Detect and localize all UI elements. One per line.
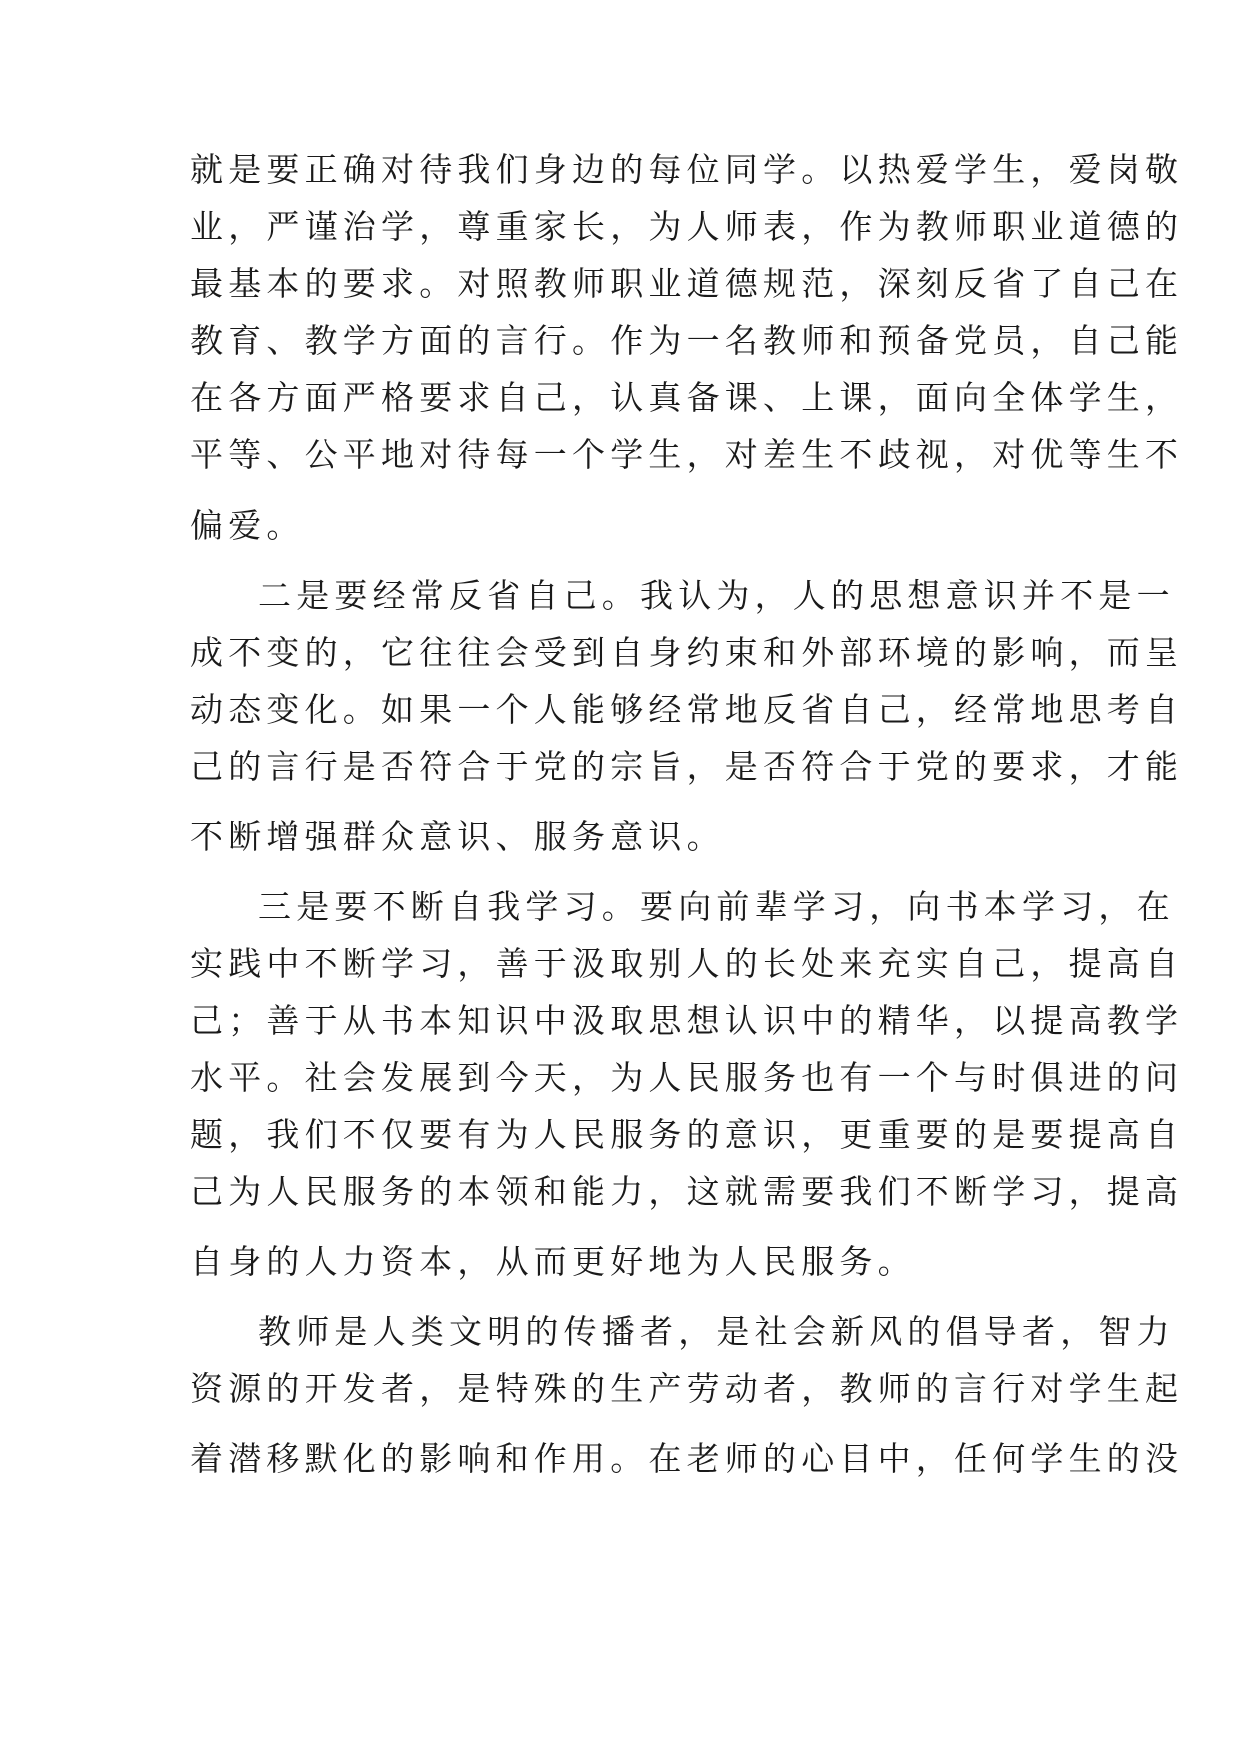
text-line-3: 最基本的要求。对照教师职业道德规范，深刻反省了自己在 <box>190 264 1184 303</box>
text-line-12: 不断增强群众意识、服务意识。 <box>190 817 725 856</box>
text-line-5: 在各方面严格要求自己，认真备课、上课，面向全体学生， <box>190 378 1184 417</box>
text-line-18: 己为人民服务的本领和能力，这就需要我们不断学习，提高 <box>190 1172 1184 1211</box>
text-line-22: 着潜移默化的影响和作用。在老师的心目中，任何学生的没 <box>190 1439 1184 1478</box>
text-line-17: 题，我们不仅要有为人民服务的意识，更重要的是要提高自 <box>190 1115 1184 1154</box>
text-line-1: 就是要正确对待我们身边的每位同学。以热爱学生，爱岗敬 <box>190 150 1184 189</box>
text-line-2: 业，严谨治学，尊重家长，为人师表，作为教师职业道德的 <box>190 207 1184 246</box>
text-line-21: 资源的开发者，是特殊的生产劳动者，教师的言行对学生起 <box>190 1369 1184 1408</box>
text-line-13: 三是要不断自我学习。要向前辈学习，向书本学习，在 <box>258 887 1175 926</box>
text-line-14: 实践中不断学习，善于汲取别人的长处来充实自己，提高自 <box>190 944 1184 983</box>
text-line-20: 教师是人类文明的传播者，是社会新风的倡导者，智力 <box>258 1312 1175 1351</box>
text-line-16: 水平。社会发展到今天，为人民服务也有一个与时俱进的问 <box>190 1058 1184 1097</box>
text-line-19: 自身的人力资本，从而更好地为人民服务。 <box>190 1242 916 1281</box>
text-line-6: 平等、公平地对待每一个学生，对差生不歧视，对优等生不 <box>190 435 1184 474</box>
text-line-10: 动态变化。如果一个人能够经常地反省自己，经常地思考自 <box>190 690 1184 729</box>
text-line-9: 成不变的，它往往会受到自身约束和外部环境的影响，而呈 <box>190 633 1184 672</box>
text-line-8: 二是要经常反省自己。我认为，人的思想意识并不是一 <box>258 576 1175 615</box>
text-line-4: 教育、教学方面的言行。作为一名教师和预备党员，自己能 <box>190 321 1184 360</box>
text-line-15: 己；善于从书本知识中汲取思想认识中的精华，以提高教学 <box>190 1001 1184 1040</box>
text-line-7: 偏爱。 <box>190 506 305 545</box>
text-line-11: 己的言行是否符合于党的宗旨，是否符合于党的要求，才能 <box>190 747 1184 786</box>
